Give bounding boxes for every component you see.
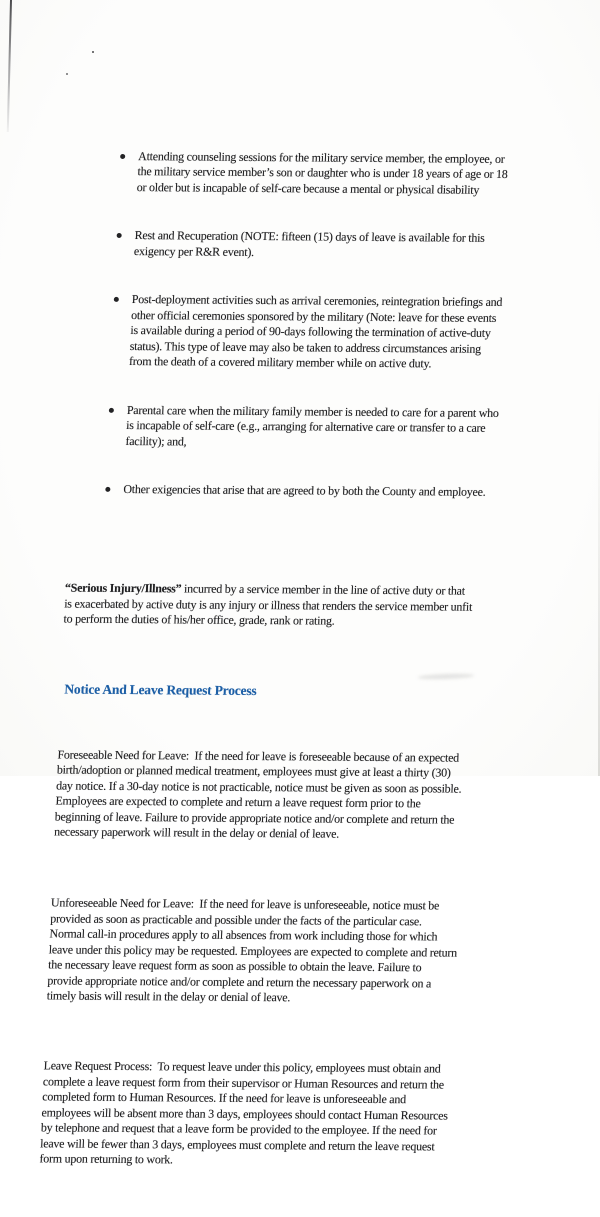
list-item — [105, 482, 582, 501]
bullet-text: Other exigencies that arise that are agreed to by both the County and employee. — [123, 481, 486, 499]
bullet-text: Post-deployment activities such as arrival ceremonies, reintegration briefings and other official ceremonies sponsored by the military (Note: leave for these events is available during a period of 90-days following the termination of active-duty status). This type of leave may also be taken to address circumstances arising from the death of a covered military member while on active duty. — [128, 292, 503, 371]
leave-request-process-paragraph: Leave Request Process: To request leave under this policy, employees must obtain and complete a leave request form from their supervisor or Human Resources and return the completed form to Human Resources. If the need for leave is unforeseeable and employees will be absent more than 3 days, employees should contact Human Resources by telephone and request that a leave form be provided to the employee. If the need for leave will be fewer than 3 days, employees must complete and return the leave request form upon returning to work. — [39, 1058, 449, 1167]
scan-speck — [92, 51, 94, 53]
bullet-text: Attending counseling sessions for the military service member, the employee, or the military service member’s son or daughter who is under 18 years of age or 18 or older but is incapable of self-care because a mental or physical disability — [136, 148, 508, 197]
list-item — [111, 292, 590, 373]
list-item — [116, 228, 593, 263]
bold-term: “Serious Injury/Illness” — [64, 580, 182, 596]
bullet-icon — [109, 407, 114, 412]
section-heading-notice-and-leave-request-process: Notice And Leave Request Process — [64, 681, 257, 699]
list-item — [107, 402, 585, 452]
serious-injury-definition-paragraph — [63, 581, 577, 632]
bullet-icon — [105, 487, 110, 492]
unforeseeable-need-paragraph: Unforeseeable Need for Leave: If the need for leave is unforeseeable, notice must be provided as soon as practicable and possible under the facts of the particular case. Normal call-in procedures apply to all absences from work including those for which leave under this policy may be requested. Employees are expected to complete and return the necessary leave request form as soon as possible to obtain the leave. Failure to provide appropriate notice and/or complete and return the necessary paperwork on a timely basis will result in the delay or denial of leave. — [46, 895, 458, 1005]
list-item — [118, 148, 596, 198]
bullet-icon — [117, 233, 122, 238]
bullet-text: Rest and Recuperation (NOTE: fifteen (15) days of leave is available for this exigency per R&R event). — [133, 228, 485, 259]
paragraph-text: incurred by a service member in the line of active duty or that is exacerbated by active duty is any injury or illness that renders the service member unfit to perform the duties of his/her office, grade, rank or rating. — [63, 581, 473, 628]
qualifying-exigencies-bullet-list — [104, 117, 598, 534]
bullet-icon — [114, 297, 119, 302]
document-content — [0, 70, 600, 1217]
bullet-text: Parental care when the military family member is needed to care for a parent who is incapable of self-care (e.g., arranging for alternative care or transfer to a care facility); and, — [125, 402, 500, 448]
foreseeable-need-paragraph: Foreseeable Need for Leave: If the need for leave is foreseeable because of an expected birth/adoption or planned medical treatment, employees must give at least a thirty (30) day notice. If a 30-day notice is not practicable, notice must be given as soon as possible. Employees are expected to complete and return a leave request form prior to the beginning of leave. Failure to provide appropriate notice and/or complete and return the necessary paperwork will result in the delay or denial of leave. — [53, 746, 462, 841]
bullet-icon — [120, 153, 125, 158]
